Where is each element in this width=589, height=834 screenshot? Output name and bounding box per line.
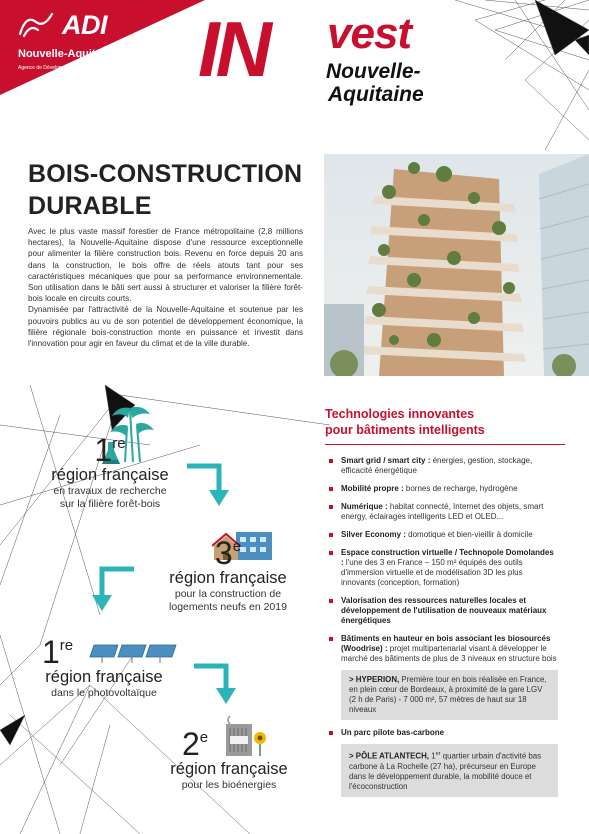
list-item: Un parc pilote bas-carbone bbox=[328, 728, 558, 738]
stat-bioenergy-rank: 2e bbox=[182, 726, 209, 762]
list-item: Bâtiments en hauteur en bois associant les biosourcés (Woodrise) : projet multipartenarial visant à développer le marché des bâtiments de plus de 3 niveaux en structure bois bbox=[328, 634, 558, 664]
list-item: Valorisation des ressources naturelles locales et développement de l'utilisation de nouveaux matériaux énergétiques bbox=[328, 596, 558, 626]
stat-research-sub-1: en travaux de recherche bbox=[53, 485, 167, 497]
stat-housing bbox=[138, 537, 318, 614]
brand-line-1: Nouvelle- bbox=[326, 60, 421, 83]
stat-research-label: région française bbox=[51, 466, 169, 484]
stat-housing-sub-1: pour la construction de bbox=[174, 588, 282, 600]
stat-research-rank: 1re bbox=[94, 432, 126, 468]
list-item: Mobilité propre : bornes de recharge, hydrogène bbox=[328, 484, 558, 494]
intro-text bbox=[28, 226, 303, 349]
page-title bbox=[28, 158, 318, 222]
list-item: Numérique : habitat connecté, Internet des objets, smart energy, éclairages intelligents LED et OLED... bbox=[328, 502, 558, 522]
tech-section-title bbox=[325, 406, 485, 438]
adi-logo-mark-icon bbox=[16, 10, 56, 38]
logo-region: Nouvelle-Aquitaine bbox=[18, 48, 118, 60]
intro-paragraph-1: Avec le plus vaste massif forestier de France métropolitaine (2,8 millions hectares), la Nouvelle-Aquitaine dispose d'une ressource exceptionnelle pour alimenter la filière construction bois. Revenu en force depuis 20 ans dans la construction, le bois offre de réels atouts tant pour ses caractéristiques mécaniques que pour sa performance environnementale. Son utilisation dans le bâti sert aussi à structurer et valoriser la filière forêt-bois locale en circuits courts. bbox=[28, 227, 303, 304]
stat-photovoltaic-sub-1: dans le photovoltaïque bbox=[51, 687, 157, 699]
stat-photovoltaic-label: région française bbox=[45, 668, 163, 686]
arrow-down-right-icon-2 bbox=[192, 662, 242, 708]
list-item: Smart grid / smart city : énergies, gestion, stockage, efficacité énergétique bbox=[328, 456, 558, 476]
wooden-tower-illustration bbox=[324, 154, 589, 376]
tech-list bbox=[328, 456, 558, 805]
arrow-down-left-icon bbox=[88, 565, 136, 615]
stat-housing-rank: 3e bbox=[214, 535, 242, 571]
stat-research bbox=[20, 434, 200, 511]
atlantech-callout: > PÔLE ATLANTECH, 1er quartier urbain d'activité bas carbone à La Rochelle (27 ha), précurseur en Europe dans le développement durable, la mobilité douce et l'écoconstruction bbox=[341, 744, 558, 797]
page-title-line-1: BOIS-CONSTRUCTION bbox=[28, 160, 303, 188]
tech-title-line-1: Technologies innovantes bbox=[325, 407, 475, 421]
building-photo bbox=[324, 154, 589, 376]
stat-bioenergy-sub-1: pour les bioénergies bbox=[181, 779, 277, 791]
brand-vest: vest bbox=[327, 9, 412, 58]
brand-in: IN bbox=[198, 5, 268, 93]
arrow-down-right-icon bbox=[185, 462, 235, 510]
stat-photovoltaic-rank: 1re bbox=[42, 634, 74, 670]
stat-photovoltaic bbox=[18, 636, 190, 700]
logo-name: ADI bbox=[62, 10, 107, 40]
brand-line-2: Aquitaine bbox=[328, 83, 424, 106]
stat-bioenergy-label: région française bbox=[170, 760, 288, 778]
tech-title-line-2: pour bâtiments intelligents bbox=[325, 423, 485, 437]
intro-paragraph-2: Dynamisée par l'attractivité de la Nouvelle-Aquitaine et soutenue par les pouvoirs publics au vu de son potentiel de développement économique, la filière régionale bois-construction monte en puissance et investit dans l'innovation pour agir en faveur du climat et de la ville durable. bbox=[28, 305, 303, 349]
stat-research-sub-2: sur la filière forêt-bois bbox=[59, 498, 161, 510]
list-item: Espace construction virtuelle / Technopole Domolandes : l'une des 3 en France – 150 m² équipés des outils d'immersion virtuelle et de modélisation 3D les plus innovants (conception, formation) bbox=[328, 548, 558, 588]
tech-section-divider bbox=[325, 444, 565, 445]
wireframe-decoration-top-right bbox=[455, 0, 589, 150]
stat-housing-sub-2: logements neufs en 2019 bbox=[169, 601, 287, 613]
stat-bioenergy bbox=[140, 728, 318, 792]
hyperion-callout: > HYPERION, Première tour en bois réalisée en France, en plein cœur de Bordeaux, à proximité de la gare LGV (2 h de Paris) - 7 000 m², 57 mètres de haut sur 18 niveaux bbox=[341, 670, 558, 720]
stat-housing-label: région française bbox=[169, 569, 287, 587]
list-item: Silver Economy : domotique et bien-vieillir à domicile bbox=[328, 530, 558, 540]
page-title-line-2: DURABLE bbox=[28, 192, 152, 220]
logo-agency: Agence de Développement et d'Innovation bbox=[18, 65, 113, 71]
